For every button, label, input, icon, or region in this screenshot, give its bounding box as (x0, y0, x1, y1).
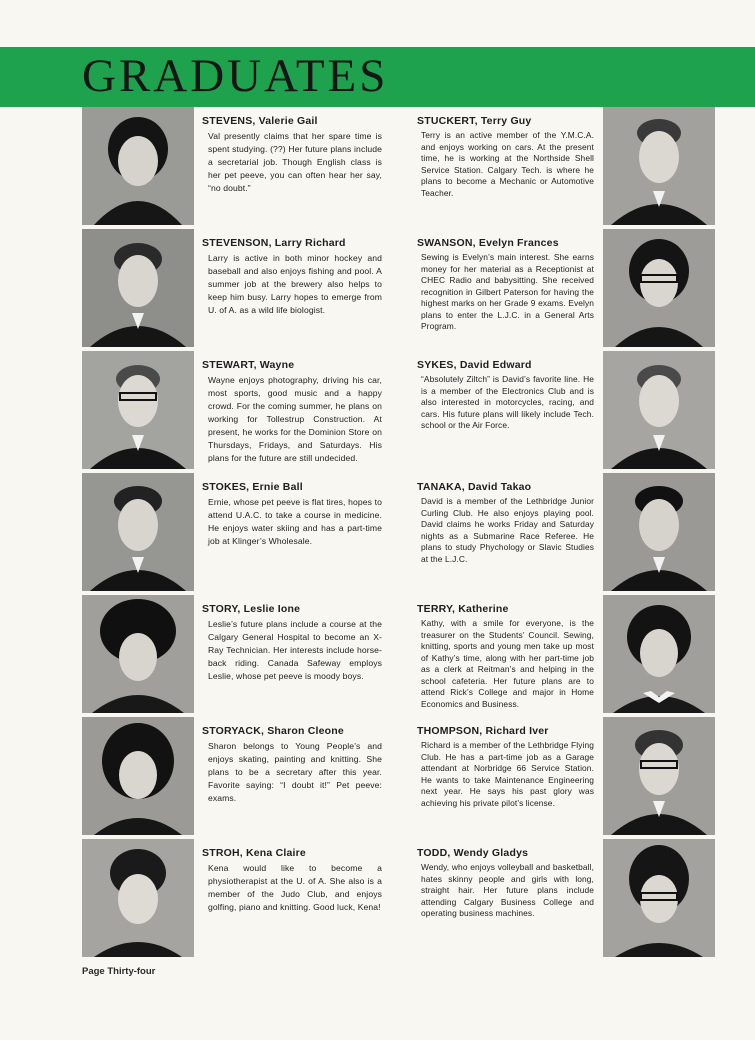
portrait-photo (82, 717, 194, 835)
graduate-entry (375, 351, 715, 473)
graduate-name: STEVENSON, Larry Richard (202, 237, 346, 249)
graduate-name: TERRY, Katherine (417, 603, 509, 615)
portrait-photo (82, 229, 194, 347)
graduate-bio: David is a member of the Lethbridge Junior Curling Club. He also enjoys playing pool. David claims he works Friday and Saturday nights as a Submarine Race Referee. He plans to study Phychology or Slavic Studies at the L.J.C. (421, 496, 594, 564)
graduate-name: STORY, Leslie Ione (202, 603, 301, 615)
graduate-entry (375, 595, 715, 717)
portrait-photo (82, 351, 194, 469)
portrait-photo (82, 595, 194, 713)
portrait-photo (603, 473, 715, 591)
page-title: GRADUATES (82, 50, 389, 102)
graduate-name: THOMPSON, Richard Iver (417, 725, 549, 737)
graduate-bio: Wayne enjoys photography, driving his car, most sports, good music and a happy crowd. For the coming summer, he plans on working for Tollestrup Construction. At present, he works for the Dominion Store on Thursdays, Fridays, and Saturdays. His plans for the future are still undecided. (208, 375, 382, 463)
graduate-bio: Val presently claims that her spare time is spent studying. (??) Her future plans include a secretarial job. Though English class is her pet peeve, you can often hear her say, “no doubt.” (208, 131, 382, 193)
portrait-photo (603, 595, 715, 713)
graduate-entry (375, 717, 715, 839)
graduate-name: STORYACK, Sharon Cleone (202, 725, 344, 737)
graduate-name: TODD, Wendy Gladys (417, 847, 529, 859)
graduate-name: TANAKA, David Takao (417, 481, 532, 493)
portrait-photo (603, 229, 715, 347)
graduate-bio: Terry is an active member of the Y.M.C.A. and enjoys working on cars. At the present time, he is working at the Northside Shell Service Station. Calgary Tech. is where he plans to become a Mechanic or Automotive Teacher. (421, 130, 594, 198)
graduate-bio: Sewing is Evelyn’s main interest. She earns money for her material as a Receptionist at CHEC Radio and babysitting. She received recognition in Gilbert Paterson for having the highest marks on her Grade 9 exams. Evelyn plans to enter the L.J.C. in a General Arts Program. (421, 252, 594, 331)
graduate-bio: Richard is a member of the Lethbridge Flying Club. He has a part-time job as a Garage attendant at Norbridge 66 Service Station. He wants to take Maintenance Engineering next year. He says his past glory was achieving his private pilot’s license. (421, 740, 594, 808)
graduate-bio: Kena would like to become a physiotherapist at the U. of A. She also is a member of the Judo Club, and enjoys golfing, piano and knitting. Good luck, Kena! (208, 863, 382, 912)
portrait-photo (603, 351, 715, 469)
graduate-entry (375, 473, 715, 595)
portrait-photo (603, 717, 715, 835)
graduate-name: STROH, Kena Claire (202, 847, 306, 859)
portrait-photo (603, 107, 715, 225)
graduate-name: SWANSON, Evelyn Frances (417, 237, 559, 249)
graduate-bio: Sharon belongs to Young People’s and enjoys skating, painting and knitting. She plans to be a secretary after this year. Favorite saying: “I doubt it!” Pet peeve: exams. (208, 741, 382, 803)
graduate-bio: Wendy, who enjoys volleyball and basketball, hates skinny people and girls with long, straight hair. Her future plans include attending Calgary Business College and operating business machines. (421, 862, 594, 918)
graduate-bio: Larry is active in both minor hockey and baseball and also enjoys fishing and pool. A summer job at the brewery also helps to keep him busy. Larry hopes to emerge from U. of A. as a wild life biologist. (208, 253, 382, 315)
graduate-name: SYKES, David Edward (417, 359, 532, 371)
graduate-name: STUCKERT, Terry Guy (417, 115, 532, 127)
graduate-bio: “Absolutely Ziltch” is David’s favorite line. He is a member of the Electronics Club and is also interested in motorcycles, racing, and cars. His future plans will likely include Tech. school or the Air Force. (421, 374, 594, 430)
header-banner (0, 47, 755, 107)
graduate-entry (375, 229, 715, 351)
graduate-bio: Leslie’s future plans include a course at the Calgary General Hospital to become an X-Ray Technician. Her interests include horse-back riding. Canada Safeway employs Leslie, whose pet peeve is moody boys. (208, 619, 382, 681)
graduate-name: STEWART, Wayne (202, 359, 295, 371)
graduate-bio: Kathy, with a smile for everyone, is the treasurer on the Students’ Council. Sewing, knitting, sports and young men take up most of Kathy’s time, along with her part-time job as a clerk at Reitman’s and helping in the school cafeteria. Her future plans are to attend Rick’s College and major in Home Economics and Business. (421, 618, 594, 709)
portrait-photo (82, 839, 194, 957)
portrait-photo (82, 473, 194, 591)
graduate-entry (375, 839, 715, 961)
portrait-photo (603, 839, 715, 957)
portrait-photo (82, 107, 194, 225)
graduate-name: STOKES, Ernie Ball (202, 481, 303, 493)
graduate-name: STEVENS, Valerie Gail (202, 115, 318, 127)
graduate-entry (375, 107, 715, 229)
graduate-bio: Ernie, whose pet peeve is flat tires, hopes to attend U.A.C. to take a course in medicine. He enjoys water skiing and has a part-time job at Klinger’s Wholesale. (208, 497, 382, 546)
page-number: Page Thirty-four (82, 966, 156, 977)
